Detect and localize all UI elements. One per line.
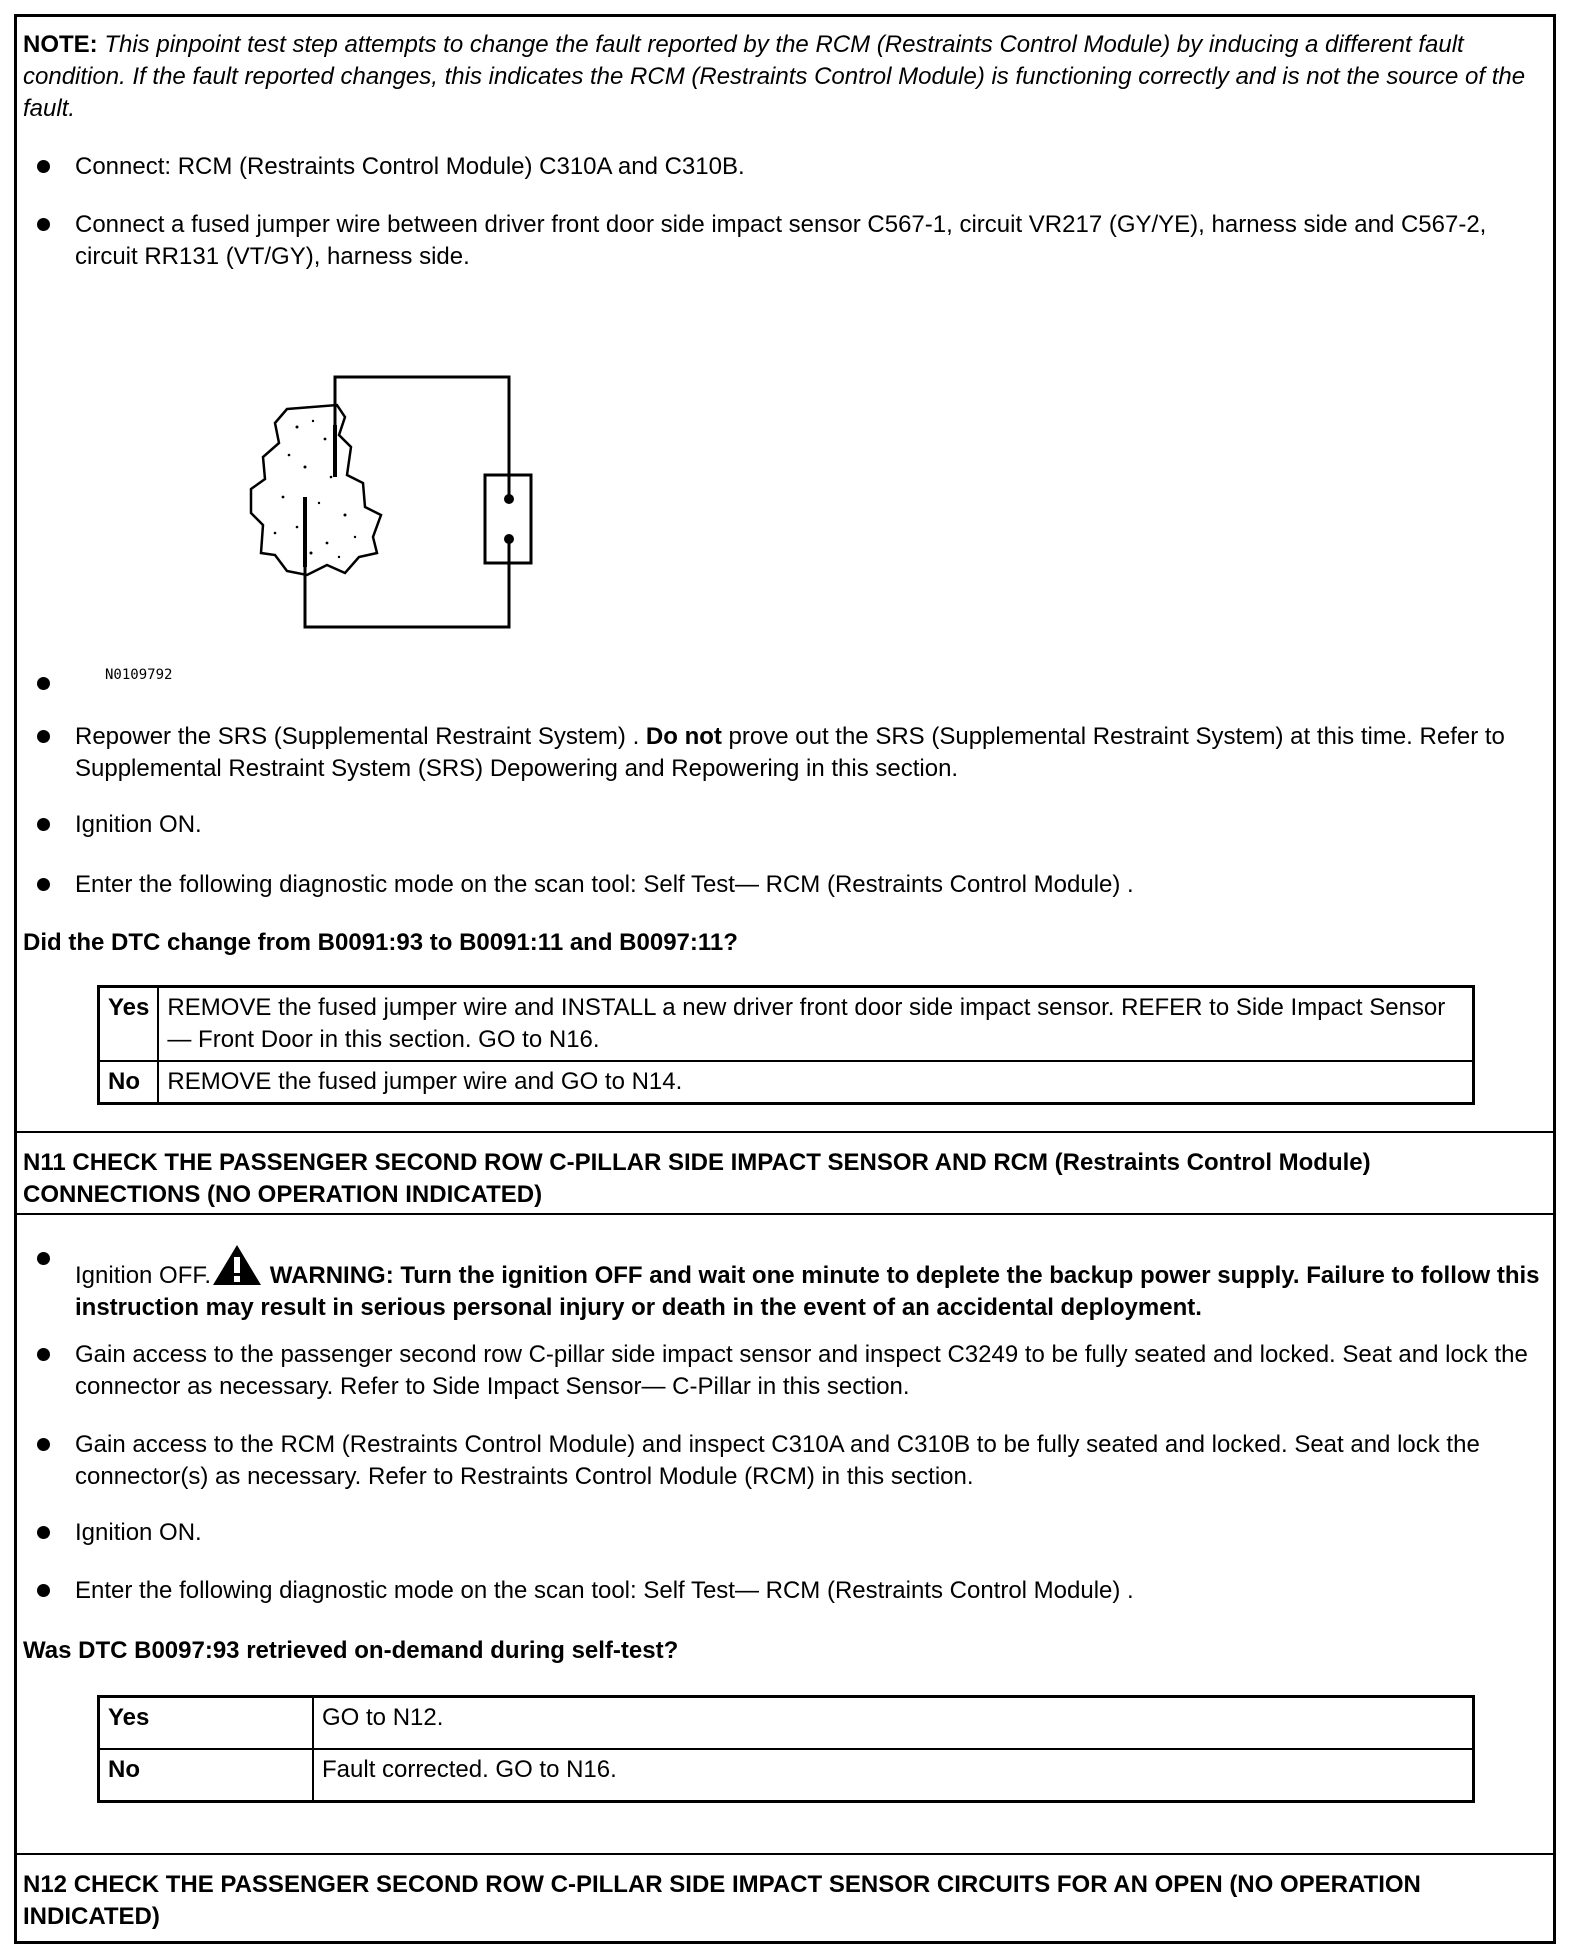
question: Was DTC B0097:93 retrieved on-demand during self-test?	[23, 1637, 679, 1664]
list-item: Ignition ON.	[75, 1517, 1545, 1549]
note-label: NOTE:	[23, 31, 98, 58]
table-row	[99, 1697, 1474, 1750]
list-item: Gain access to the passenger second row C-pillar side impact sensor and inspect C3249 to be fully seated and locked. Seat and lock the connector as necessary. Refer to Side Impact Sensor— C-Pillar in this section.	[75, 1339, 1545, 1403]
section-heading: N11 CHECK THE PASSENGER SECOND ROW C-PILLAR SIDE IMPACT SENSOR AND RCM (Restraints Control Module) CONNECTIONS (NO OPERATION INDICATED)	[23, 1149, 1371, 1208]
repower-bold: Do not	[645, 723, 722, 750]
result-table	[97, 1695, 1475, 1803]
section-heading: N12 CHECK THE PASSENGER SECOND ROW C-PILLAR SIDE IMPACT SENSOR CIRCUITS FOR AN OPEN (NO OPERATION INDICATED)	[23, 1871, 1421, 1930]
repower-text: Repower the SRS (Supplemental Restraint System) .	[75, 723, 646, 750]
action-cell: GO to N12.	[313, 1697, 1474, 1750]
connector-diagram	[227, 357, 557, 637]
impact-sensor-body	[251, 405, 381, 575]
divider	[17, 1213, 1553, 1215]
repower-text-after: prove out the SRS (Supplemental Restraint System) at this time. Refer to Supplemental Restraint System (SRS) Depowering and Repowering in this section.	[75, 723, 1505, 782]
table-row	[99, 987, 1474, 1062]
answer-cell: Yes	[99, 987, 159, 1062]
table-row	[99, 1061, 1474, 1104]
list-item: Ignition ON.	[75, 809, 1545, 841]
list-item	[75, 1243, 1545, 1324]
answer-cell: No	[99, 1749, 314, 1802]
action-cell: Fault corrected. GO to N16.	[313, 1749, 1474, 1802]
warning-text: WARNING: Turn the ignition OFF and wait one minute to deplete the backup power supply. Failure to follow this instruction may result in serious personal injury or death in the event of an accidental deployment.	[75, 1262, 1540, 1321]
divider	[17, 1131, 1553, 1133]
list-item: Connect: RCM (Restraints Control Module) C310A and C310B.	[75, 151, 1545, 183]
answer-cell: No	[99, 1061, 159, 1104]
list-item: Connect a fused jumper wire between driver front door side impact sensor C567-1, circuit VR217 (GY/YE), harness side and C567-2, circuit RR131 (VT/GY), harness side.	[75, 209, 1545, 273]
table-row	[99, 1749, 1474, 1802]
ignition-off-text: Ignition OFF.	[75, 1262, 212, 1289]
list-item	[75, 721, 1545, 785]
document-frame	[14, 14, 1556, 1944]
answer-cell: Yes	[99, 1697, 314, 1750]
action-cell: REMOVE the fused jumper wire and GO to N14.	[158, 1061, 1473, 1104]
figure-id: N0109792	[105, 667, 173, 683]
list-item: Gain access to the RCM (Restraints Control Module) and inspect C310A and C310B to be fully seated and locked. Seat and lock the connector(s) as necessary. Refer to Restraints Control Module (RCM) in this section.	[75, 1429, 1545, 1493]
result-table	[97, 985, 1475, 1105]
bullet-dot	[37, 677, 50, 690]
action-cell: REMOVE the fused jumper wire and INSTALL a new driver front door side impact sensor. REFER to Side Impact Sensor — Front Door in this section. GO to N16.	[158, 987, 1473, 1062]
list-item: Enter the following diagnostic mode on the scan tool: Self Test— RCM (Restraints Control Module) .	[75, 1575, 1545, 1607]
note-text: This pinpoint test step attempts to change the fault reported by the RCM (Restraints Control Module) by inducing a different fault condition. If the fault reported changes, this indicates the RCM (Restraints Control Module) is functioning correctly and is not the source of the fault.	[23, 31, 1526, 122]
list-item: Enter the following diagnostic mode on the scan tool: Self Test— RCM (Restraints Control Module) .	[75, 869, 1545, 901]
question: Did the DTC change from B0091:93 to B0091:11 and B0097:11?	[23, 929, 738, 956]
divider	[17, 1853, 1553, 1855]
warning-triangle-icon	[211, 1243, 263, 1287]
note-paragraph	[23, 29, 1543, 125]
